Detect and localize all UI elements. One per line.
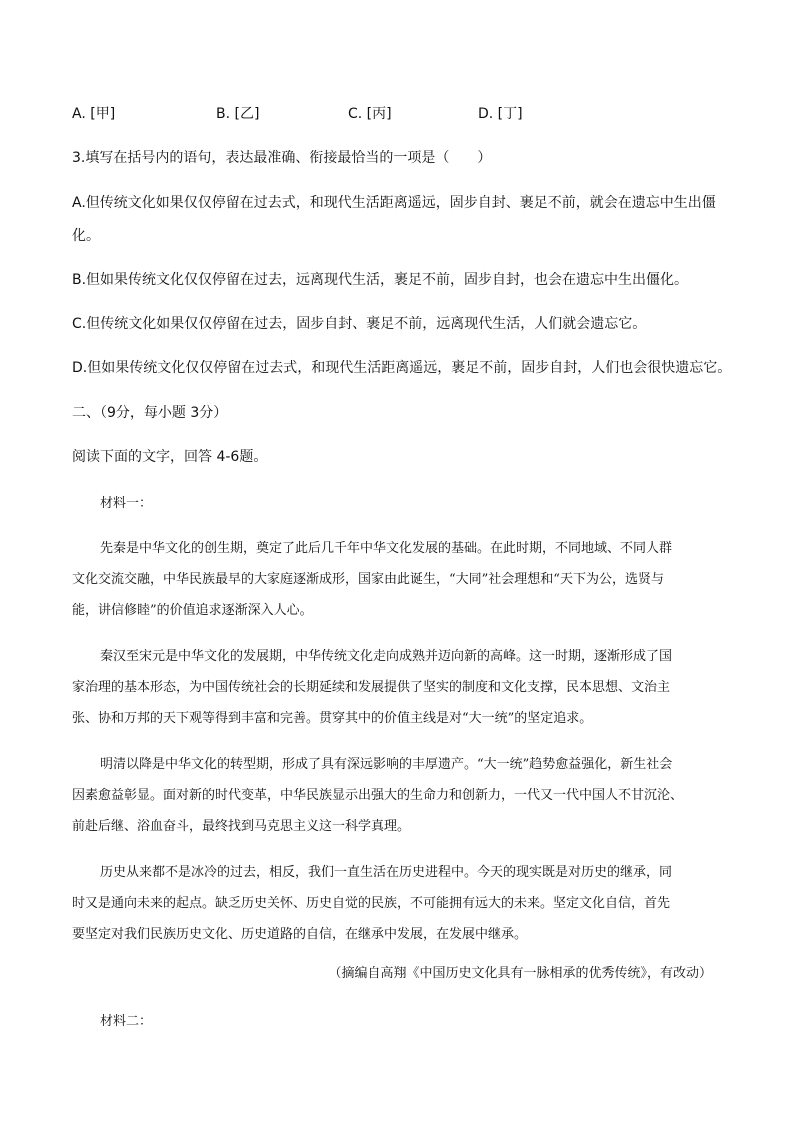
option-b: B. [乙] (216, 106, 260, 122)
option-a: A. [甲] (72, 106, 116, 122)
paragraph-line: 历史从来都不是冰冷的过去，相反，我们一直生活在历史进程中。今天的现实既是对历史的继承，同 (100, 865, 673, 880)
question-3-option-a-line2: 化。 (72, 228, 100, 244)
paragraph-line: 时又是通向未来的起点。缺乏历史关怀、历史自觉的民族，不可能拥有远大的未来。坚定文化自信，首先 (72, 896, 671, 911)
material-1-source: （摘编自高翔《中国历史文化具有一脉相承的优秀传统》，有改动） (328, 966, 712, 981)
question-3-option-a-line1: A.但传统文化如果仅仅停留在过去式，和现代生活距离遥远，固步自封、裹足不前，就会在遗忘中生出僵 (72, 195, 716, 211)
question-3-option-b: B.但如果传统文化仅仅停留在过去，远离现代生活，裹足不前，固步自封，也会在遗忘中生出僵化。 (72, 272, 689, 288)
paragraph-line: 前赴后继、浴血奋斗，最终找到马克思主义这一科学真理。 (72, 819, 411, 834)
paragraph-line: 先秦是中华文化的创生期，奠定了此后几千年中华文化发展的基础。在此时期，不同地域、不同人群 (100, 541, 673, 556)
question-3-option-d: D.但如果传统文化仅仅停留在过去式，和现代生活距离遥远，裹足不前，固步自封，人们也会很快遗忘它。 (72, 360, 732, 376)
paragraph-line: 要坚定对我们民族历史文化、历史道路的自信，在继承中发展，在发展中继承。 (72, 927, 528, 942)
paragraph-line: 秦汉至宋元是中华文化的发展期，中华传统文化走向成熟并迈向新的高峰。这一时期，逐渐形成了国 (100, 649, 673, 664)
paragraph-line: 张、协和万邦的天下观等得到丰富和完善。贯穿其中的价值主线是对“大一统”的坚定追求。 (72, 711, 593, 726)
question-3-stem: 3.填写在括号内的语句，表达最准确、衔接最恰当的一项是（ ） (72, 150, 492, 166)
option-c: C. [丙] (348, 106, 392, 122)
paragraph-line: 文化交流交融，中华民族最早的大家庭逐渐成形，国家由此诞生，“大同”社会理想和“天下为公，选贤与 (72, 572, 664, 587)
question-3-option-c: C.但传统文化如果仅仅停留在过去，固步自封、裹足不前，远离现代生活，人们就会遗忘它。 (72, 316, 647, 332)
paragraph-line: 明清以降是中华文化的转型期，形成了具有深远影响的丰厚遗产。“大一统”趋势愈益强化，新生社会 (100, 757, 673, 772)
paragraph-line: 因素愈益彰显。面对新的时代变革，中华民族显示出强大的生命力和创新力，一代又一代中国人不甘沉沦、 (72, 788, 684, 803)
material-2-label: 材料二： (100, 1014, 153, 1029)
paragraph-line: 能，讲信修睦”的价值追求逐渐深入人心。 (72, 603, 313, 618)
section-2-heading: 二、（9分，每小题 3分） (72, 405, 228, 421)
material-1-label: 材料一： (100, 496, 153, 511)
paragraph-line: 家治理的基本形态，为中国传统社会的长期延续和发展提供了坚实的制度和文化支撑，民本思想、文治主 (72, 680, 671, 695)
option-d: D. [丁] (478, 106, 523, 122)
section-2-instruction: 阅读下面的文字，回答 4-6题。 (72, 449, 268, 465)
